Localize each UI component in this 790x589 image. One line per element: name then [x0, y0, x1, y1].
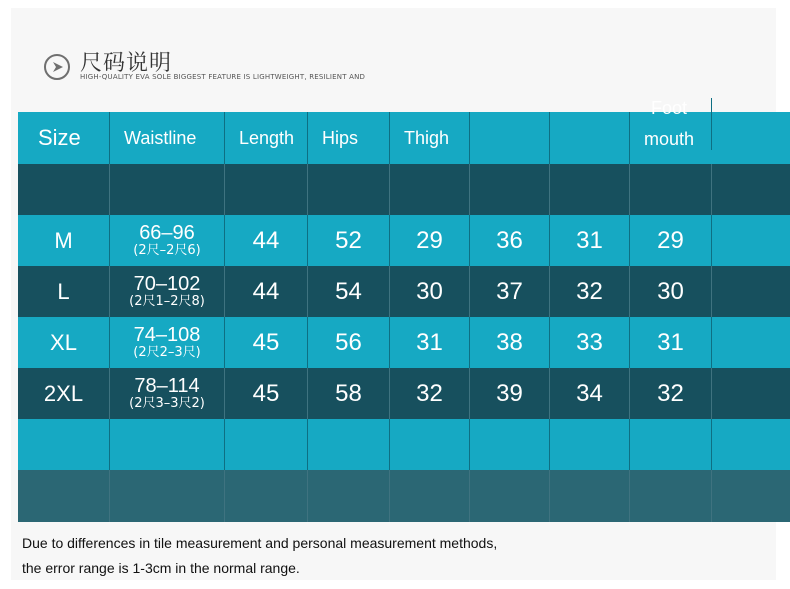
table-row: [18, 266, 790, 317]
measurement-notes: [22, 532, 497, 582]
size-cell: XL: [18, 317, 110, 368]
table-spacer-row: [18, 164, 790, 215]
table-header-row: [18, 98, 790, 164]
value-cell: 37: [470, 266, 550, 317]
length-cell: 45: [225, 317, 308, 368]
table-row: [18, 215, 790, 266]
header-length: Length: [225, 112, 308, 164]
size-cell: 2XL: [18, 368, 110, 419]
foot-cell: 30: [630, 266, 712, 317]
value-cell: 32: [550, 266, 630, 317]
value-cell: 39: [470, 368, 550, 419]
header-blank-1: [470, 112, 550, 164]
thigh-cell: 29: [390, 215, 470, 266]
size-chart-table: [18, 98, 790, 522]
foot-cell: 31: [630, 317, 712, 368]
header-hips: Hips: [308, 112, 390, 164]
value-cell: 34: [550, 368, 630, 419]
header-thigh: Thigh: [390, 112, 470, 164]
hips-cell: 58: [308, 368, 390, 419]
foot-cell: 32: [630, 368, 712, 419]
value-cell: 33: [550, 317, 630, 368]
thigh-cell: 32: [390, 368, 470, 419]
length-cell: 44: [225, 266, 308, 317]
value-cell: 36: [470, 215, 550, 266]
note-line: the error range is 1-3cm in the normal range.: [22, 560, 300, 576]
value-cell: 31: [550, 215, 630, 266]
header-foot-mouth: [630, 98, 712, 150]
length-cell: 45: [225, 368, 308, 419]
table-empty-row: [18, 470, 790, 522]
hips-cell: 56: [308, 317, 390, 368]
table-empty-row: [18, 419, 790, 470]
header-waistline: Waistline: [110, 112, 225, 164]
waist-cell: 70–102 (2尺1–2尺8): [110, 266, 225, 317]
size-cell: M: [18, 215, 110, 266]
section-title: 尺码说明: [80, 51, 173, 76]
hips-cell: 52: [308, 215, 390, 266]
waist-cell: 66–96 (2尺–2尺6): [110, 215, 225, 266]
size-cell: L: [18, 266, 110, 317]
hips-cell: 54: [308, 266, 390, 317]
thigh-cell: 30: [390, 266, 470, 317]
section-subtitle: HIGH-QUALITY EVA SOLE BIGGEST FEATURE IS LIGHTWEIGHT, RESILIENT AND: [80, 73, 366, 81]
table-row: [18, 368, 790, 419]
waist-cell: 78–114 (2尺3–3尺2): [110, 368, 225, 419]
thigh-cell: 31: [390, 317, 470, 368]
header-size: Size: [18, 112, 110, 164]
waist-cell: 74–108 (2尺2–3尺): [110, 317, 225, 368]
note-line: Due to differences in tile measurement and personal measurement methods,: [22, 535, 498, 551]
length-cell: 44: [225, 215, 308, 266]
play-arrow-icon: [44, 54, 70, 80]
header-blank-3: [712, 112, 790, 164]
value-cell: 38: [470, 317, 550, 368]
header-blank-2: [550, 112, 630, 164]
header-foot-label: Foot mouth: [644, 98, 695, 149]
table-row: [18, 317, 790, 368]
foot-cell: 29: [630, 215, 712, 266]
